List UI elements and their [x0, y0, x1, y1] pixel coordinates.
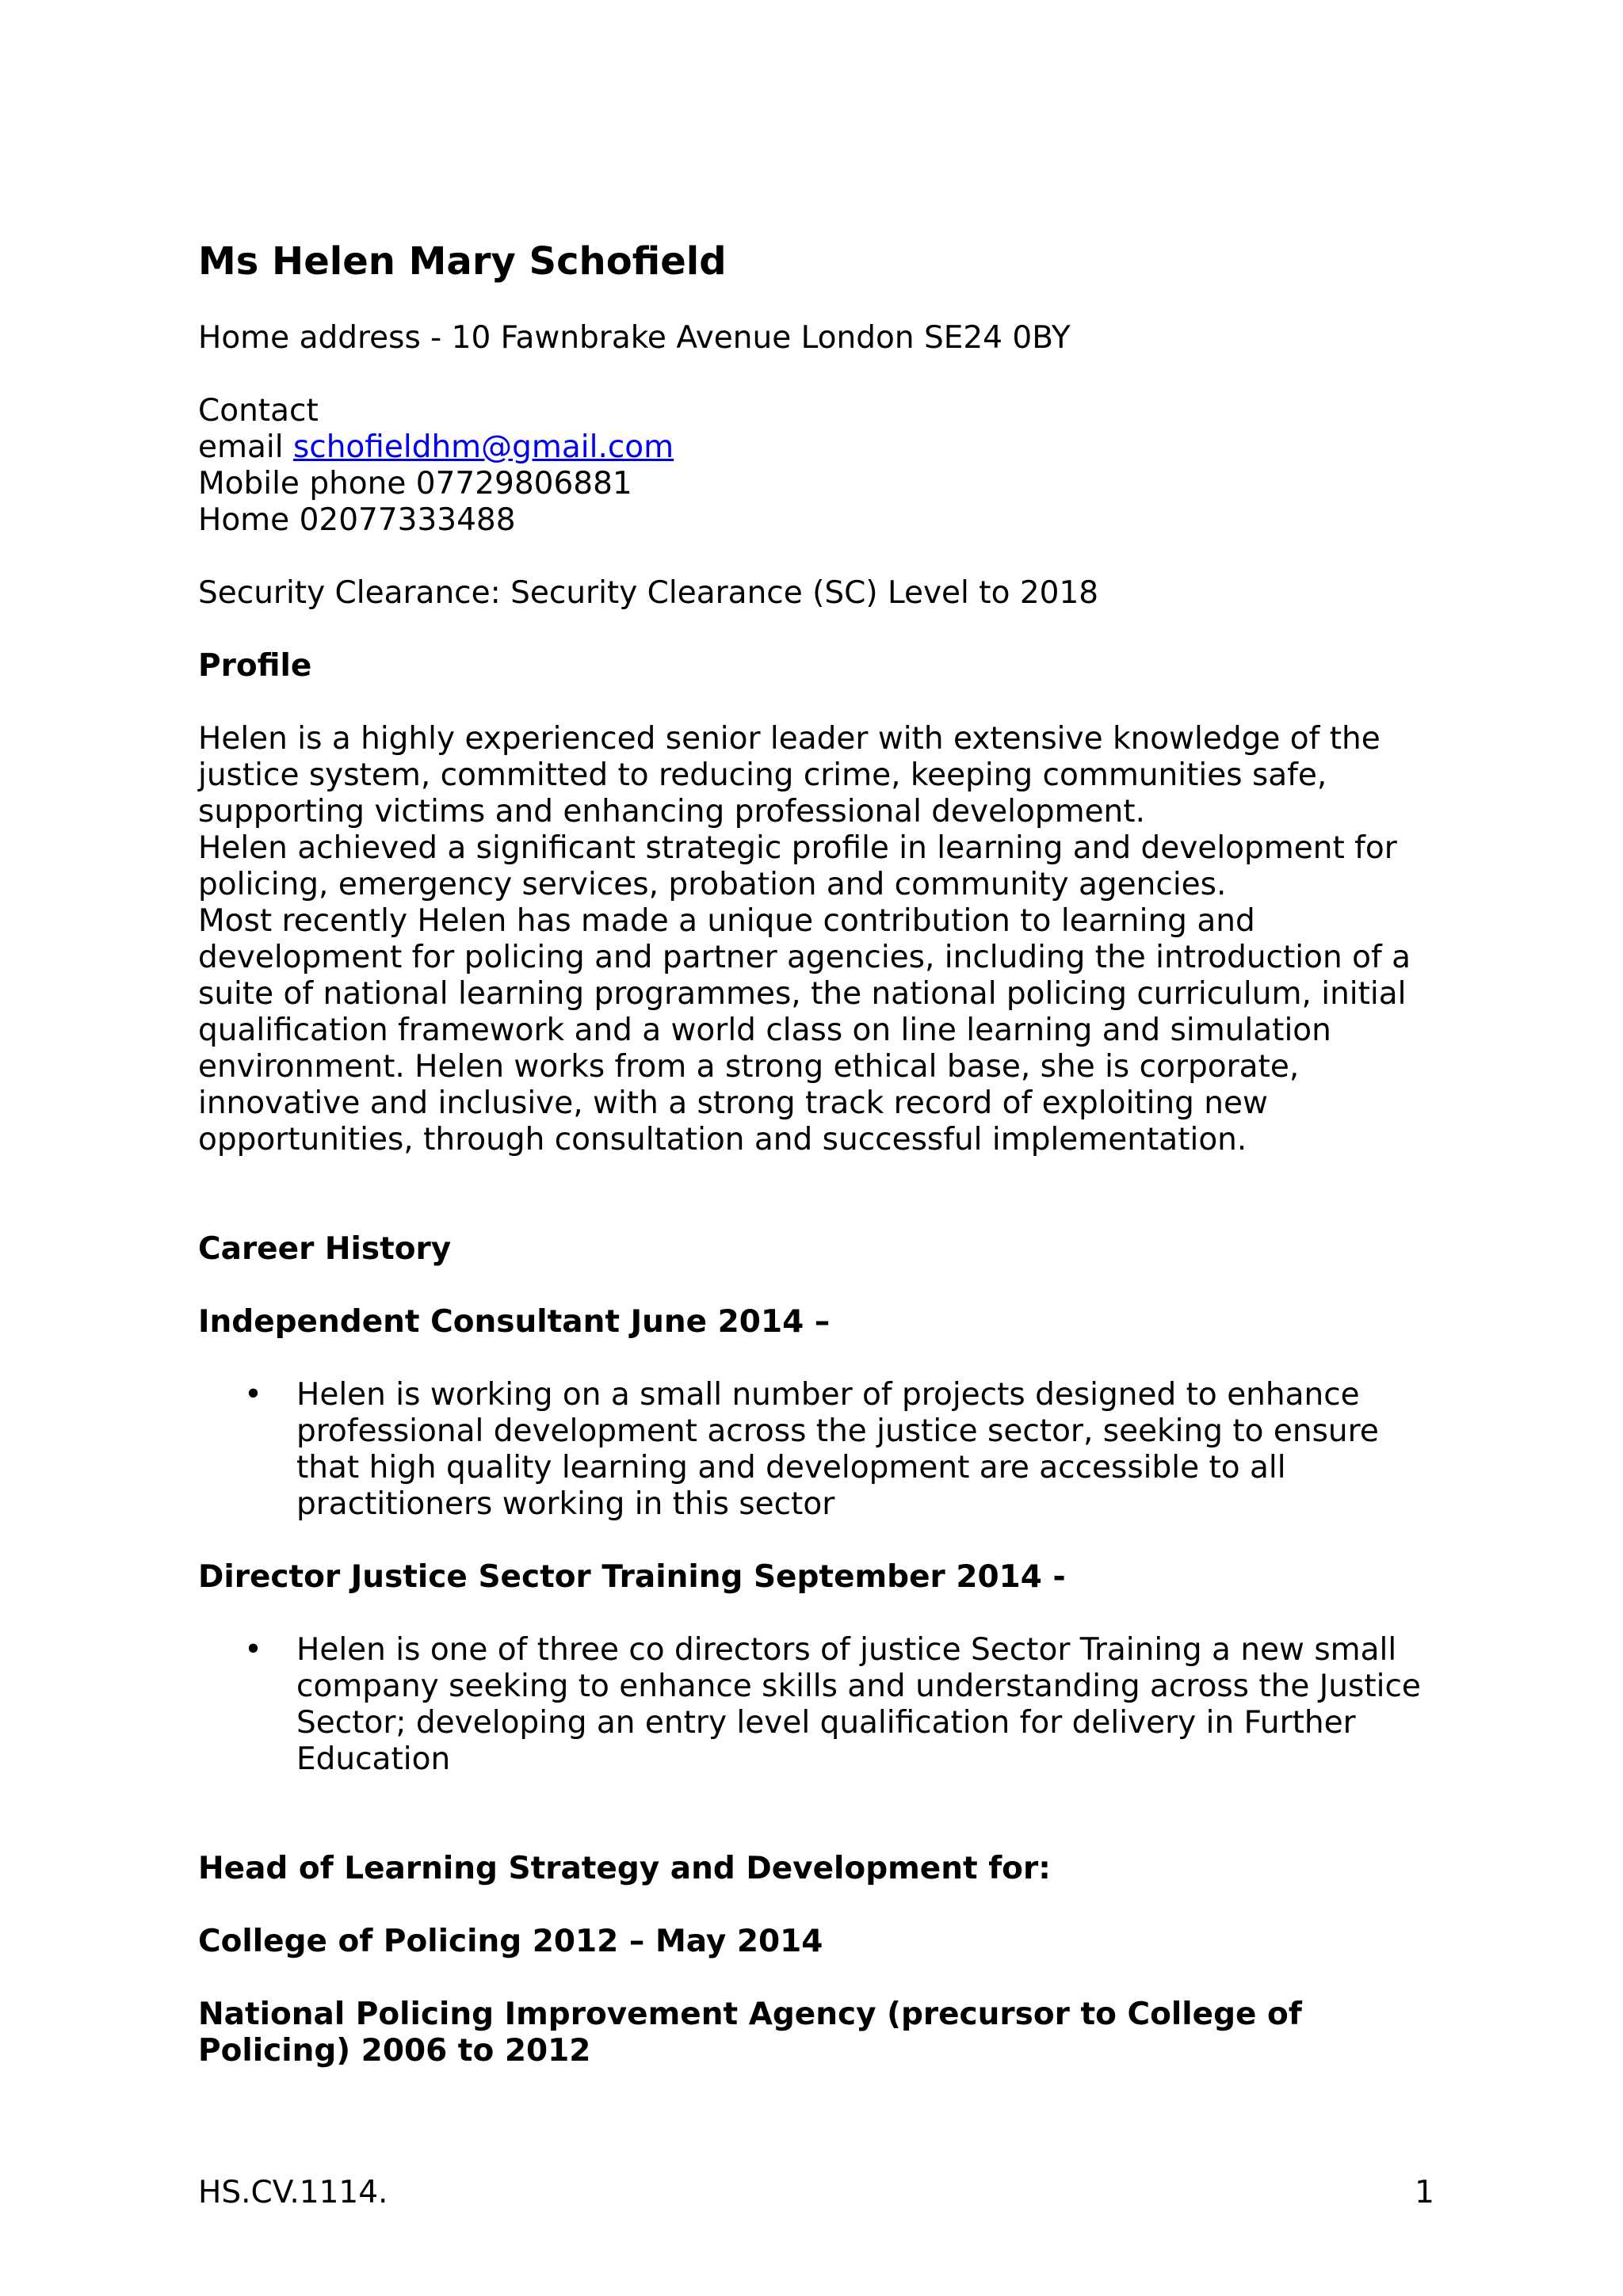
- security-clearance: Security Clearance: Security Clearance (SC) Level to 2018: [198, 575, 1099, 611]
- profile-paragraph-3: Most recently Helen has made a unique contribution to learning and development for policing and partner agencies, including the introduction of a suite of national learning programmes, the national policing curriculum, initial qualification framework and a world class on line learning and simulation environment. Helen works from a strong ethical base, she is corporate, innovative and inclusive, with a strong track record of exploiting new opportunities, through consultation and successful implementation.: [198, 903, 1411, 1158]
- mobile-phone: Mobile phone 07729806881: [198, 466, 632, 502]
- email-prefix: email: [198, 429, 293, 465]
- cv-name: Ms Helen Mary Schofield: [198, 239, 727, 284]
- contact-label: Contact: [198, 393, 319, 429]
- cv-content: [198, 238, 1434, 2069]
- role-1-bullets: [198, 1377, 1434, 1523]
- role-director-justice-sector: Director Justice Sector Training September 2014 -: [198, 1559, 1066, 1595]
- profile-paragraph-1: Helen is a highly experienced senior leader with extensive knowledge of the justice system, committed to reducing crime, keeping communities safe, supporting victims and enhancing professional development.: [198, 721, 1381, 830]
- org-college-of-policing: College of Policing 2012 – May 2014: [198, 1924, 823, 1959]
- profile-heading: Profile: [198, 648, 312, 684]
- profile-section: [198, 721, 1434, 1158]
- email-link[interactable]: schofieldhm@gmail.com: [292, 429, 674, 465]
- profile-paragraph-2: Helen achieved a significant strategic profile in learning and development for policing, emergency services, probation and community agencies.: [198, 830, 1397, 902]
- home-address: Home address - 10 Fawnbrake Avenue London SE24 0BY: [198, 320, 1071, 356]
- email-line: [198, 429, 1434, 466]
- contact-block: [198, 393, 1434, 539]
- home-phone: Home 02077333488: [198, 502, 516, 538]
- role-2-bullets: [198, 1632, 1434, 1778]
- role-independent-consultant: Independent Consultant June 2014 –: [198, 1304, 831, 1340]
- role-2-bullet: • Helen is one of three co directors of justice Sector Training a new small company seeking to enhance skills and understanding across the Justice Sector; developing an entry level qualification for delivery in Further Education: [198, 1632, 1434, 1778]
- career-history-heading: Career History: [198, 1231, 452, 1267]
- footer-reference: HS.CV.1114.: [198, 2175, 388, 2210]
- org-npia: National Policing Improvement Agency (precursor to College of Policing) 2006 to 2012: [198, 1997, 1302, 2069]
- role-1-bullet: • Helen is working on a small number of projects designed to enhance professional development across the justice sector, seeking to ensure that high quality learning and development are accessible to all practitioners working in this sector: [198, 1377, 1434, 1523]
- page-number: 1: [1415, 2175, 1434, 2210]
- role-head-of-learning: Head of Learning Strategy and Development for:: [198, 1851, 1051, 1886]
